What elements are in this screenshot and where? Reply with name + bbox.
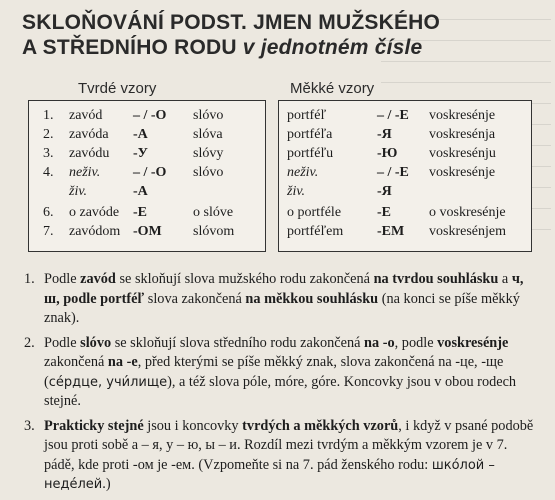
pattern-word: slóvo [80,334,112,351]
ending: -EM [377,224,405,239]
ending: – / -E [377,165,409,180]
neuter-form: slóvo [193,165,224,180]
rule-number: 2. [24,334,35,351]
table-row [279,203,531,222]
rule-2: 2. Podle slóvo se skloňují slova středního rodu zakončená na -o, podle voskresénje zakončená na -e, před kterými se píše měkký znak, slova zakončená na -це, -ще (сéрдце, учи́лище), a též slova póle, móre, góre. Koncovky jsou v obou rodech stejné. [24,334,517,409]
table-row [279,222,531,241]
neuter-form: voskresénje [429,165,496,180]
ending: -У [133,146,148,161]
noun-form: zavódom [69,224,121,239]
table-row [29,182,265,201]
table-row [279,125,531,144]
neuter-form: voskresénja [429,127,496,142]
noun-form: neživ. [69,165,101,180]
case-number: 2. [43,127,54,142]
neuter-form: o slóve [193,205,234,220]
neuter-form: slóvу [193,146,224,161]
rule-number: 3. [24,417,35,434]
noun-form: živ. [69,184,88,199]
neuter-form: voskresénju [429,146,496,161]
title-line-2-suffix: v jednotném čísle [242,36,423,59]
pattern-word: zavód [80,271,116,287]
case-number: 3. [43,146,54,161]
table-row [279,163,531,182]
neuter-form: slóvo [193,108,224,123]
table-row [29,125,265,144]
case-number: 4. [43,165,54,180]
ending: -E [133,205,147,220]
noun-form: portféľ [287,108,327,123]
table-row [29,222,265,241]
ending: -A [133,184,148,199]
rule-number: 1. [24,271,35,287]
table-row [29,163,265,182]
case-number: 1. [43,108,54,123]
neuter-form: slóva [193,127,223,142]
noun-form: portféľem [287,224,344,239]
noun-form: o portféle [287,205,342,220]
ending: – / -E [377,108,409,123]
neuter-form: voskresénjem [429,224,506,239]
ending: -Я [377,127,392,142]
table-row [29,203,265,222]
title-line-2: A STŘEDNÍHO RODU [22,36,243,59]
ending: -Ю [377,146,398,161]
rules-list [24,270,536,500]
hard-patterns-header: Tvrdé vzory [78,80,157,97]
ending: -OM [133,224,162,239]
ending: -E [377,205,391,220]
neuter-form: voskresénje [429,108,496,123]
neuter-form: slóvom [193,224,235,239]
noun-form: živ. [287,184,306,199]
rule-3: 3. Prakticky stejné jsou i koncovky tvrdých a měkkých vzorů, i když v psané podobě jsou proti sobě a – я, у – ю, ы – и. Rozdíl mezi tvrdým a měkkým vzorem je v 7. pádě, kde proti -ом je -ем. (Vzpomeňte si na 7. pád ženského rodu: шко́лой – неде́лей.) [24,417,534,492]
page-title [22,10,542,60]
noun-form: zavóda [69,127,109,142]
soft-patterns-header: Měkké vzory [290,80,375,97]
neuter-form: o voskresénje [429,205,506,220]
table-row [29,106,265,125]
ending: -A [133,127,148,142]
table-row [279,106,531,125]
noun-form: zavódu [69,146,110,161]
cyrillic-example: шко́лой – неде́лей [44,457,495,492]
table-row [279,144,531,163]
ending: – / -O [133,108,167,123]
noun-form: zavód [69,108,103,123]
title-line-1: SKLOŇOVÁNÍ PODST. JMEN MUŽSKÉHO [22,11,441,34]
ending: -Я [377,184,392,199]
cyrillic-example: сéрдце, учи́лище [48,374,168,390]
noun-form: o zavóde [69,205,120,220]
noun-form: portféľu [287,146,334,161]
case-number: 7. [43,224,54,239]
ending: – / -O [133,165,167,180]
table-row [279,182,531,201]
case-number: 6. [43,205,54,220]
pattern-word: voskresénje [437,334,509,351]
hard-patterns-table [28,100,266,252]
soft-patterns-table [278,100,532,252]
rule-1: 1. Podle zavód se skloňují slova mužského rodu zakončená na tvrdou souhlásku a ч, ш, podle portféľ slova zakončená na měkkou souhlásku (na konci se píše měkký znak). [24,271,524,326]
table-row [29,144,265,163]
noun-form: portféľa [287,127,333,142]
noun-form: neživ. [287,165,319,180]
